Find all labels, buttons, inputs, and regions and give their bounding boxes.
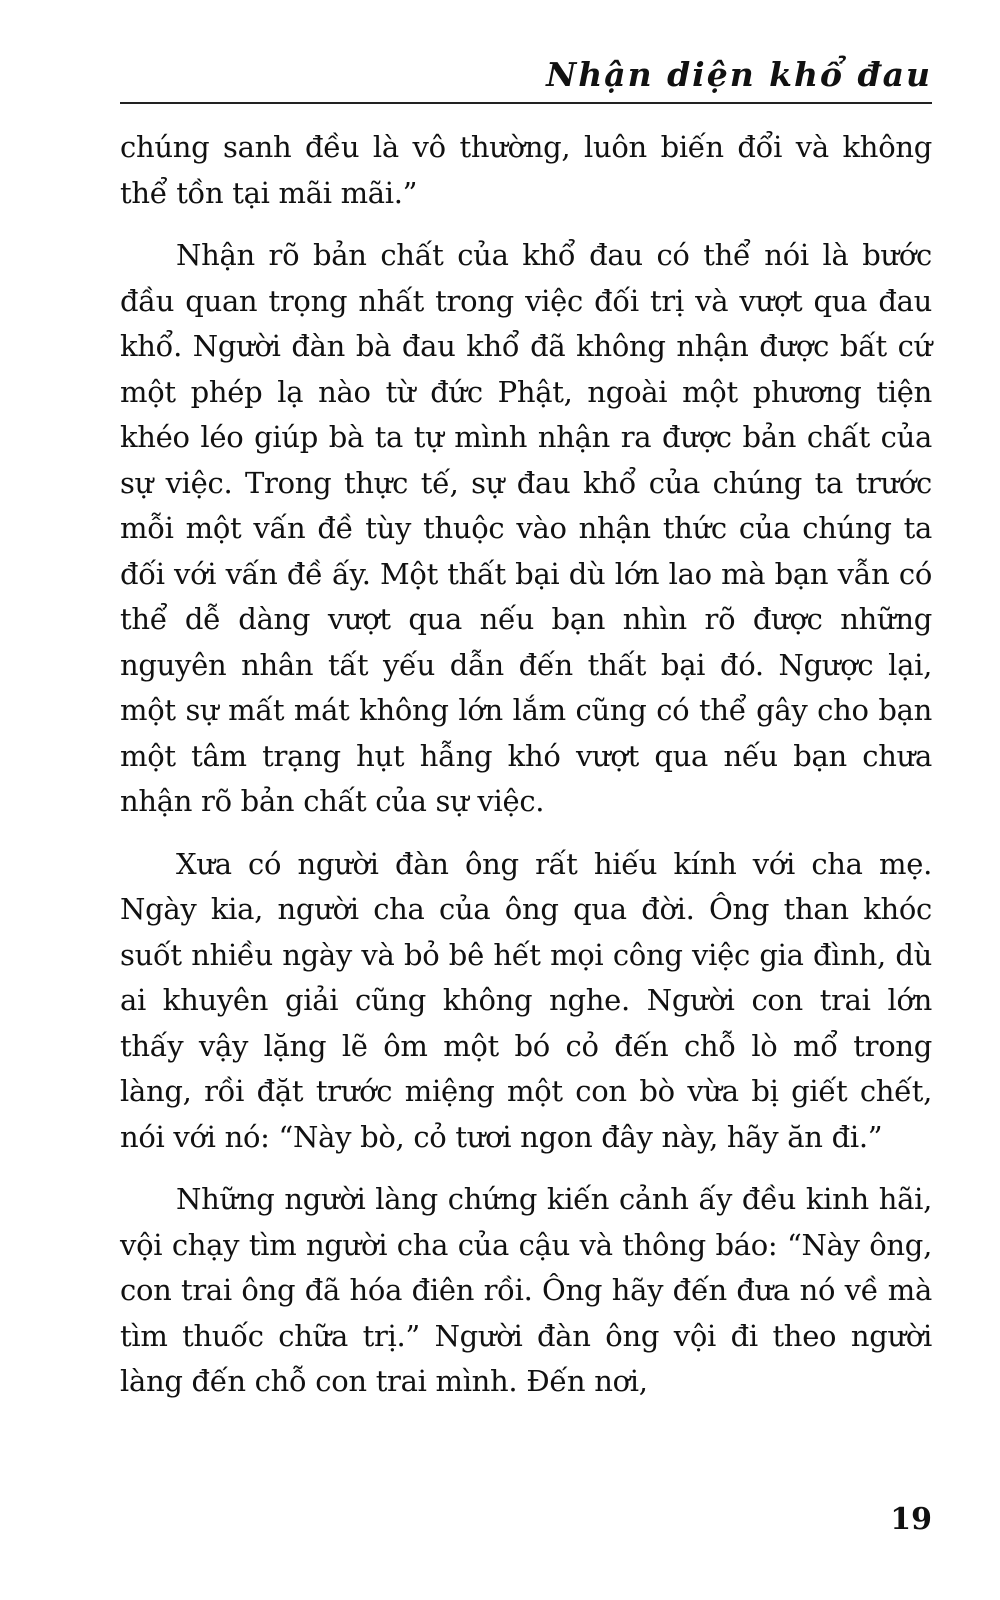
paragraph: chúng sanh đều là vô thường, luôn biến đổi và không thể tồn tại mãi mãi.” <box>120 130 932 210</box>
page-number: 19 <box>890 1502 932 1537</box>
paragraph: Xưa có người đàn ông rất hiếu kính với cha mẹ. Ngày kia, người cha của ông qua đời. Ông than khóc suốt nhiều ngày và bỏ bê hết mọi công việc gia đình, dù ai khuyên giải cũng không nghe. Người con trai lớn thấy vậy lặng lẽ ôm một bó cỏ đến chỗ lò mổ trong làng, rồi đặt trước miệng một con bò vừa bị giết chết, nói với nó: “Này bò, cỏ tươi ngon đây này, hãy ăn đi.” <box>120 846 932 1154</box>
body-text <box>120 125 932 1422</box>
header-divider <box>120 102 932 104</box>
running-header: Nhận diện khổ đau <box>546 55 932 94</box>
paragraph: Những người làng chứng kiến cảnh ấy đều kinh hãi, vội chạy tìm người cha của cậu và thông báo: “Này ông, con trai ông đã hóa điên rồi. Ông hãy đến đưa nó về mà tìm thuốc chữa trị.” Người đàn ông vội đi theo người làng đến chỗ con trai mình. Đến nơi, <box>120 1182 932 1398</box>
paragraph: Nhận rõ bản chất của khổ đau có thể nói là bước đầu quan trọng nhất trong việc đối trị và vượt qua đau khổ. Người đàn bà đau khổ đã không nhận được bất cứ một phép lạ nào từ đức Phật, ngoài một phương tiện khéo léo giúp bà ta tự mình nhận ra được bản chất của sự việc. Trong thực tế, sự đau khổ của chúng ta trước mỗi một vấn đề tùy thuộc vào nhận thức của chúng ta đối với vấn đề ấy. Một thất bại dù lớn lao mà bạn vẫn có thể dễ dàng vượt qua nếu bạn nhìn rõ được những nguyên nhân tất yếu dẫn đến thất bại đó. Ngược lại, một sự mất mát không lớn lắm cũng có thể gây cho bạn một tâm trạng hụt hẫng khó vượt qua nếu bạn chưa nhận rõ bản chất của sự việc. <box>120 238 932 818</box>
